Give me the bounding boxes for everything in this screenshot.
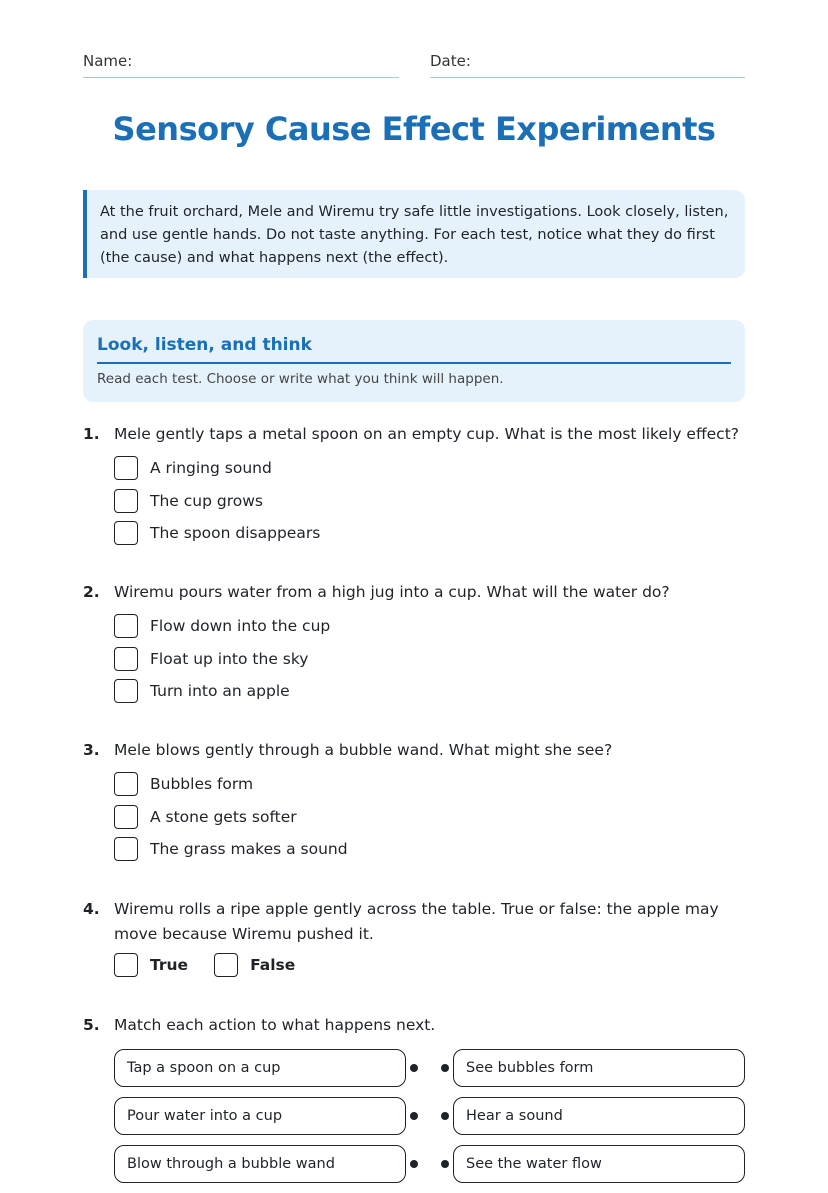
question-text: Wiremu rolls a ripe apple gently across the table. True or false: the apple may move because Wiremu pushed it. — [114, 900, 719, 943]
checkbox[interactable] — [114, 837, 138, 861]
match-effect: Hear a sound — [453, 1097, 745, 1135]
date-label: Date: — [430, 52, 471, 70]
option — [114, 610, 745, 643]
name-label: Name: — [83, 52, 133, 70]
option — [114, 643, 745, 676]
section-heading: Look, listen, and think — [97, 334, 731, 364]
question-number: 2. — [83, 583, 100, 601]
match-effect: See the water flow — [453, 1145, 745, 1183]
question-4 — [83, 897, 745, 977]
name-field[interactable] — [83, 52, 399, 78]
option-label: False — [250, 956, 296, 974]
option — [114, 517, 745, 550]
match-action: Pour water into a cup — [114, 1097, 406, 1135]
option — [114, 675, 745, 708]
option-label: The cup grows — [150, 491, 263, 510]
option-label: The spoon disappears — [150, 524, 321, 543]
match-action: Tap a spoon on a cup — [114, 1049, 406, 1087]
matching-exercise — [114, 1049, 745, 1193]
option-label: Flow down into the cup — [150, 617, 331, 636]
section-box — [83, 320, 745, 402]
connector-dot[interactable] — [441, 1160, 449, 1168]
option-false — [214, 953, 295, 977]
checkbox[interactable] — [114, 772, 138, 796]
question-number: 4. — [83, 900, 100, 918]
option-true — [114, 953, 188, 977]
question-text: Wiremu pours water from a high jug into a cup. What will the water do? — [114, 583, 670, 601]
option — [114, 768, 745, 801]
match-row — [114, 1145, 745, 1193]
option-label: Turn into an apple — [150, 682, 290, 701]
checkbox[interactable] — [114, 614, 138, 638]
option-label: A ringing sound — [150, 459, 272, 478]
question-number: 3. — [83, 741, 100, 759]
match-row — [114, 1097, 745, 1145]
option-label: True — [150, 956, 189, 974]
option — [114, 801, 745, 834]
option — [114, 452, 745, 485]
connector-dot[interactable] — [410, 1160, 418, 1168]
question-text: Match each action to what happens next. — [114, 1016, 436, 1034]
match-action: Blow through a bubble wand — [114, 1145, 406, 1183]
option-label: Float up into the sky — [150, 649, 309, 668]
date-field[interactable] — [430, 52, 745, 78]
question-1 — [83, 422, 745, 550]
page-title: Sensory Cause Effect Experiments — [112, 110, 716, 148]
question-3 — [83, 738, 745, 866]
option-label: Bubbles form — [150, 775, 254, 794]
checkbox[interactable] — [114, 456, 138, 480]
question-number: 5. — [83, 1016, 100, 1034]
question-number: 1. — [83, 425, 100, 443]
option — [114, 833, 745, 866]
match-row — [114, 1049, 745, 1097]
question-text: Mele blows gently through a bubble wand. What might she see? — [114, 741, 613, 759]
question-5 — [83, 1013, 745, 1038]
option-label: A stone gets softer — [150, 807, 297, 826]
connector-dot[interactable] — [441, 1112, 449, 1120]
checkbox[interactable] — [114, 805, 138, 829]
intro-box: At the fruit orchard, Mele and Wiremu try safe little investigations. Look closely, listen, and use gentle hands. Do not taste anything. For each test, notice what they do first (the cause) and what happens next (the effect). — [83, 190, 745, 278]
checkbox[interactable] — [114, 953, 138, 977]
question-text: Mele gently taps a metal spoon on an empty cup. What is the most likely effect? — [114, 425, 739, 443]
checkbox[interactable] — [114, 679, 138, 703]
question-2 — [83, 580, 745, 708]
checkbox[interactable] — [114, 647, 138, 671]
match-effect: See bubbles form — [453, 1049, 745, 1087]
section-instruction: Read each test. Choose or write what you think will happen. — [97, 371, 504, 387]
option-label: The grass makes a sound — [150, 840, 348, 859]
checkbox[interactable] — [214, 953, 238, 977]
option — [114, 485, 745, 518]
checkbox[interactable] — [114, 521, 138, 545]
connector-dot[interactable] — [441, 1064, 449, 1072]
connector-dot[interactable] — [410, 1112, 418, 1120]
connector-dot[interactable] — [410, 1064, 418, 1072]
checkbox[interactable] — [114, 489, 138, 513]
